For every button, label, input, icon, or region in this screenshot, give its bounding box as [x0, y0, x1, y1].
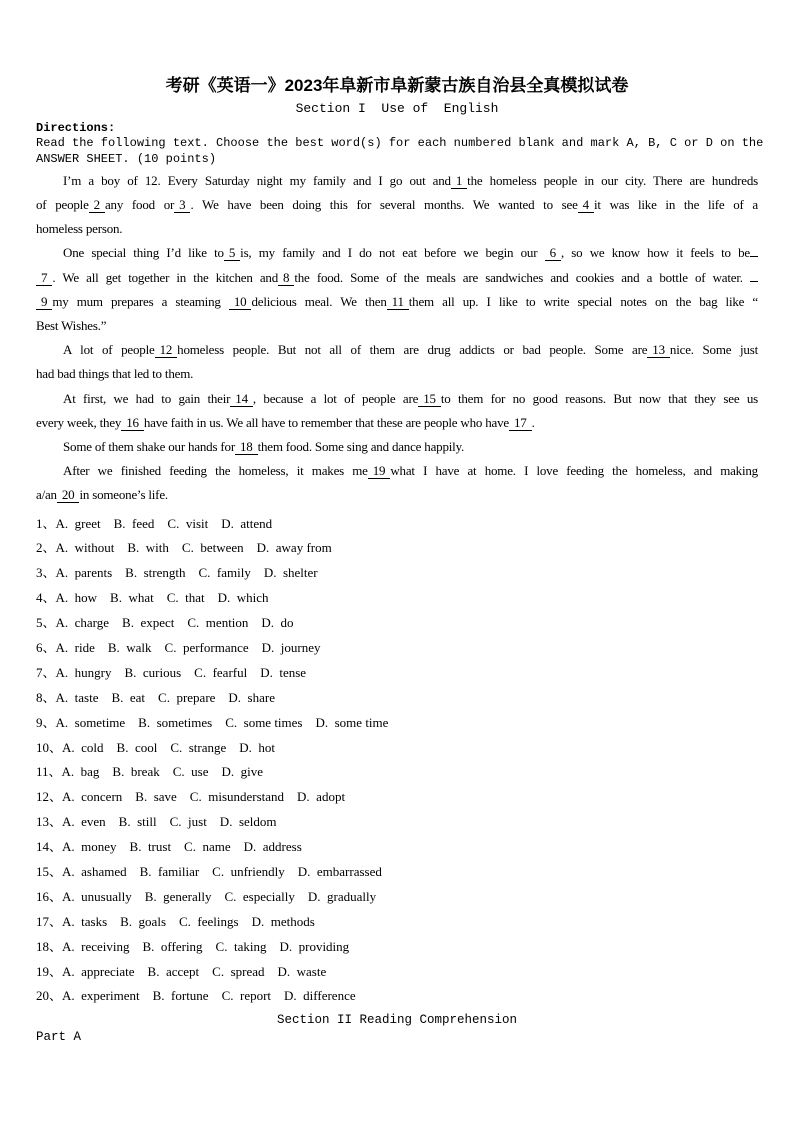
passage-line: of people 2 any food or 3 . We have been doing this for several months. We wanted to see 4 it was like in the life of a — [36, 197, 759, 213]
question-row: 7、A. hungry B. curious C. fearful D. tense — [36, 664, 307, 680]
passage-line: 9 my mum prepares a steaming 10 delicious meal. We then 11 them all up. I like to write special notes on the bag like “ — [36, 290, 758, 314]
cloze-blank: 6 — [545, 246, 561, 261]
directions-block — [36, 121, 764, 167]
paragraph — [36, 241, 758, 338]
question-row: 20、A. experiment B. fortune C. report D. difference — [36, 988, 356, 1004]
question-row: 4、A. how B. what C. that D. which — [36, 590, 269, 606]
question-row: 11、A. bag B. break C. use D. give — [36, 764, 263, 780]
question-row: 8、A. taste B. eat C. prepare D. share — [36, 689, 275, 705]
question-row: 3、A. parents B. strength C. family D. shelter — [36, 565, 318, 581]
cloze-blank: 16 — [121, 416, 144, 431]
cloze-blank: 12 — [155, 343, 178, 358]
cloze-blank: 9 — [36, 295, 52, 310]
cloze-blank: 11 — [387, 295, 409, 310]
question-row: 13、A. even B. still C. just D. seldom — [36, 814, 277, 830]
directions-line: ANSWER SHEET. (10 points) — [36, 151, 217, 166]
passage — [36, 169, 758, 508]
page-title: 考研《英语一》2023年阜新市阜新蒙古族自治县全真模拟试卷 — [165, 76, 629, 95]
passage-line: every week, they 16 have faith in us. We all have to remember that these are people who have 17 . — [36, 414, 535, 430]
passage-line: Some of them shake our hands for 18 them food. Some sing and dance happily. — [63, 438, 465, 454]
question-row: 12、A. concern B. save C. misunderstand D. adopt — [36, 789, 346, 805]
question-list — [36, 512, 758, 1010]
passage-line: Best Wishes.” — [36, 318, 107, 334]
cloze-blank — [750, 256, 758, 257]
question-row: 18、A. receiving B. offering C. taking D. providing — [36, 938, 350, 954]
passage-line: homeless person. — [36, 221, 123, 237]
passage-line: a/an 20 in someone’s life. — [36, 487, 168, 503]
directions-line: Read the following text. Choose the best word(s) for each numbered blank and mark A, B, C or D on the — [36, 136, 764, 151]
question-row: 15、A. ashamed B. familiar C. unfriendly D. embarrassed — [36, 863, 382, 879]
passage-line: I’m a boy of 12. Every Saturday night my family and I go out and 1 the homeless people in our city. There are hundreds — [63, 172, 758, 188]
cloze-blank: 18 — [235, 440, 258, 455]
cloze-blank: 4 — [578, 198, 594, 213]
cloze-blank: 1 — [451, 174, 467, 189]
passage-line: One special thing I’d like to 5 is, my family and I do not eat before we begin our 6 , so we know how it feels to be — [36, 241, 758, 265]
cloze-blank: 15 — [418, 392, 441, 407]
question-row: 19、A. appreciate B. accept C. spread D. waste — [36, 963, 327, 979]
paragraph — [36, 435, 758, 459]
cloze-blank — [750, 281, 758, 282]
question-row: 9、A. sometime B. sometimes C. some times D. some time — [36, 714, 389, 730]
question-row: 5、A. charge B. expect C. mention D. do — [36, 615, 294, 631]
part-a-label: Part A — [36, 1030, 82, 1045]
paragraph — [36, 338, 758, 386]
passage-line: 7 . We all get together in the kitchen and 8 the food. Some of the meals are sandwiches and cookies and a bottle of water. — [36, 266, 758, 290]
cloze-blank: 20 — [57, 488, 80, 503]
cloze-blank: 10 — [229, 295, 252, 310]
passage-line: had bad things that led to them. — [36, 366, 194, 382]
cloze-blank: 7 — [36, 271, 52, 286]
question-row: 14、A. money B. trust C. name D. address — [36, 839, 302, 855]
cloze-blank: 8 — [278, 271, 294, 286]
cloze-blank: 5 — [224, 246, 240, 261]
section1-heading: Section I Use of English — [295, 101, 499, 116]
paragraph — [36, 169, 758, 242]
passage-line: At first, we had to gain their 14 , because a lot of people are 15 to them for no good reasons. But now that they see us — [63, 390, 758, 406]
cloze-blank: 2 — [89, 198, 105, 213]
cloze-blank: 13 — [647, 343, 670, 358]
question-row: 1、A. greet B. feed C. visit D. attend — [36, 515, 273, 531]
section2-heading: Section II Reading Comprehension — [276, 1013, 518, 1028]
question-row: 6、A. ride B. walk C. performance D. journey — [36, 639, 321, 655]
paragraph — [36, 387, 758, 435]
cloze-blank: 14 — [230, 392, 253, 407]
question-row: 2、A. without B. with C. between D. away from — [36, 540, 332, 556]
cloze-blank: 19 — [368, 464, 391, 479]
paragraph — [36, 459, 758, 507]
directions-label: Directions: — [36, 121, 116, 135]
passage-line: A lot of people 12 homeless people. But not all of them are drug addicts or bad people. Some are 13 nice. Some just — [63, 342, 758, 358]
passage-line: After we finished feeding the homeless, it makes me 19 what I have at home. I love feeding the homeless, and making — [63, 463, 758, 479]
question-row: 10、A. cold B. cool C. strange D. hot — [36, 739, 276, 755]
question-row: 17、A. tasks B. goals C. feelings D. methods — [36, 913, 315, 929]
cloze-blank: 3 — [174, 198, 190, 213]
cloze-blank: 17 — [509, 416, 532, 431]
question-row: 16、A. unusually B. generally C. especially D. gradually — [36, 888, 377, 904]
